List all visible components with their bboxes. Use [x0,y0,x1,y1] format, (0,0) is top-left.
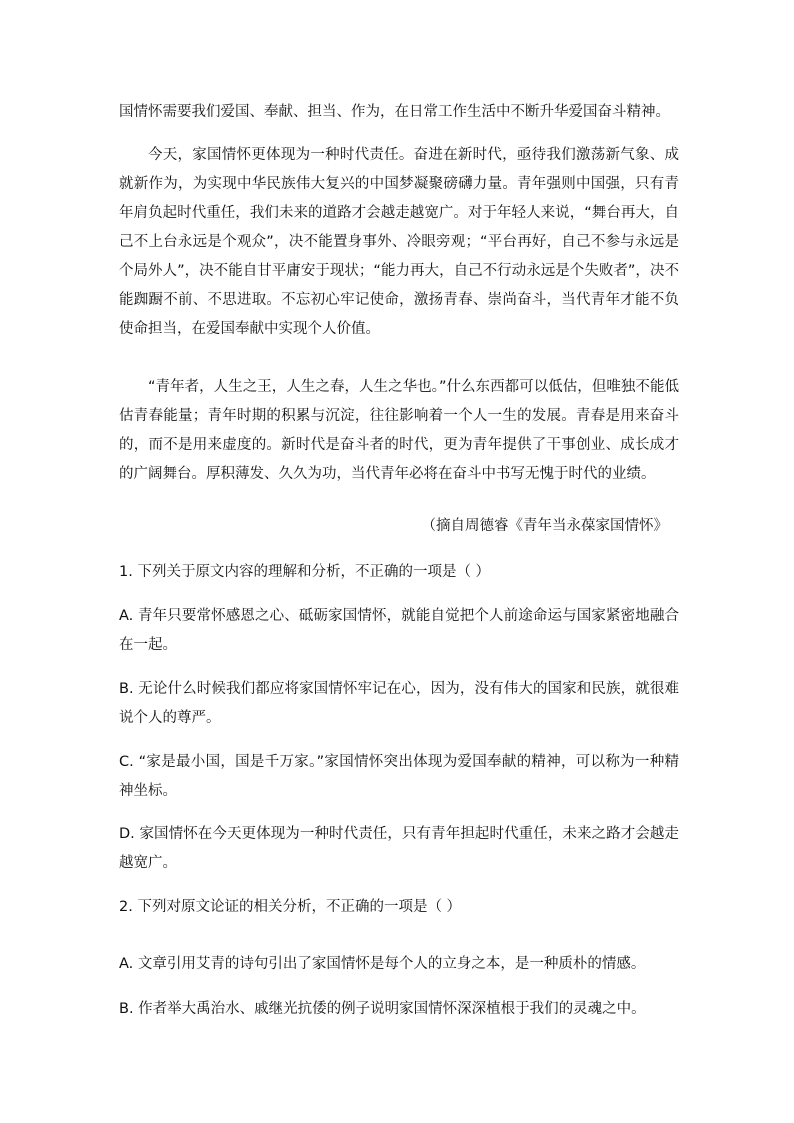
question-1-option-d: D. 家国情怀在今天更体现为一种时代责任，只有青年担起时代重任，未来之路才会越走越宽广。 [119,826,679,871]
question-1-option-a: A. 青年只要常怀感恩之心、砥砺家国情怀，就能自觉把个人前途命运与国家紧密地融合在一起。 [119,608,679,653]
question-1-stem: 1. 下列关于原文内容的理解和分析，不正确的一项是（ ） [119,564,491,580]
question-1-option-c: C. “家是最小国，国是千万家。”家国情怀突出体现为爱国奉献的精神，可以称为一种精神坐标。 [119,754,679,799]
question-2-option-b: B. 作者举大禹治水、戚继光抗倭的例子说明家国情怀深深植根于我们的灵魂之中。 [119,1001,646,1017]
question-2-option-a: A. 文章引用艾青的诗句引出了家国情怀是每个人的立身之本，是一种质朴的情感。 [119,956,646,972]
source-citation: （摘自周德睿《青年当永葆家国情怀》 [421,518,668,534]
paragraph-time-responsibility: 今天，家国情怀更体现为一种时代责任。奋进在新时代，亟待我们激荡新气象、成就新作为，为实现中华民族伟大复兴的中国梦凝聚磅礴力量。青年强则中国强，只有青年肩负起时代重任，我们未来的道路才会越走越宽广。对于年轻人来说，“舞台再大，自己不上台永远是个观众”，决不能置身事外、冷眼旁观；“平台再好，自己不参与永远是个局外人”，决不能自甘平庸安于现状；“能力再大，自己不行动永远是个失败者”，决不能踟蹰不前、不思进取。不忘初心牢记使命，激扬青春、崇尚奋斗，当代青年才能不负使命担当，在爱国奉献中实现个人价值。 [119,147,679,337]
question-1-option-b: B. 无论什么时候我们都应将家国情怀牢记在心，因为，没有伟大的国家和民族，就很难说个人的尊严。 [119,681,679,726]
question-2-stem: 2. 下列对原文论证的相关分析，不正确的一项是（ ） [119,899,462,915]
paragraph-youth-energy: “青年者，人生之王，人生之春，人生之华也。”什么东西都可以低估，但唯独不能低估青春能量；青年时期的积累与沉淀，往往影响着一个人一生的发展。青春是用来奋斗的，而不是用来虚度的。新时代是奋斗者的时代，更为青年提供了干事创业、成长成才的广阔舞台。厚积薄发、久久为功，当代青年必将在奋斗中书写无愧于时代的业绩。 [119,379,679,482]
paragraph-continuation: 国情怀需要我们爱国、奉献、担当、作为，在日常工作生活中不断升华爱国奋斗精神。 [119,104,670,120]
